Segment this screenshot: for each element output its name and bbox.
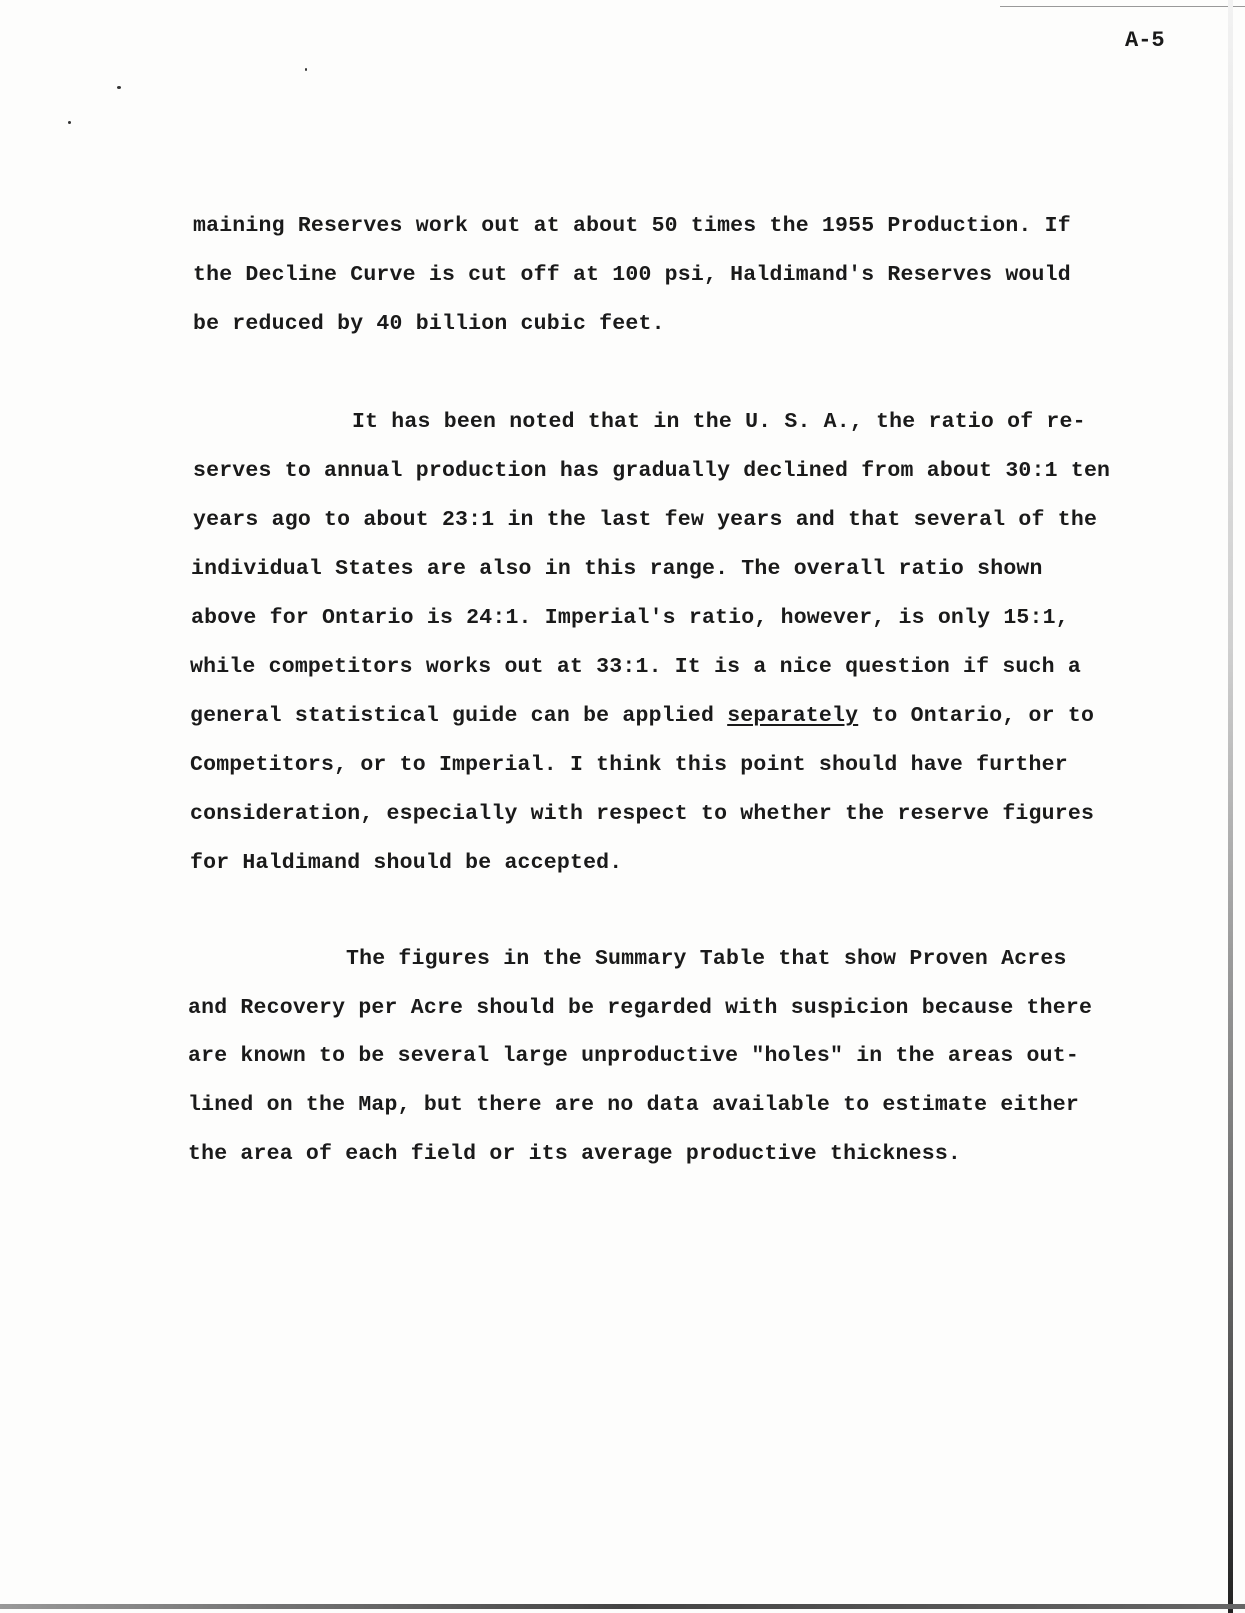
paragraph-2-line-2: serves to annual production has gradually declined from about 30:1 ten xyxy=(193,459,1111,483)
scan-edge-right xyxy=(1228,0,1233,1613)
scan-speck xyxy=(305,68,307,71)
paragraph-1-line-2: the Decline Curve is cut off at 100 psi, Haldimand's Reserves would xyxy=(193,263,1071,287)
paragraph-2-line-3: years ago to about 23:1 in the last few years and that several of the xyxy=(193,508,1098,532)
paragraph-1-line-1: maining Reserves work out at about 50 times the 1955 Production. If xyxy=(193,214,1071,238)
scan-speck xyxy=(68,121,71,124)
line-text-after: to Ontario, or to xyxy=(858,704,1095,728)
underlined-word-separately: separately xyxy=(727,704,859,728)
paragraph-2-line-8: Competitors, or to Imperial. I think this point should have further xyxy=(190,753,1068,777)
paragraph-2-line-6: while competitors works out at 33:1. It is a nice question if such a xyxy=(190,655,1081,679)
paragraph-2-line-4: individual States are also in this range. The overall ratio shown xyxy=(191,557,1043,581)
paragraph-3-line-5: the area of each field or its average productive thickness. xyxy=(188,1142,962,1166)
scan-speck xyxy=(117,86,121,89)
paragraph-2-line-1: It has been noted that in the U. S. A., the ratio of re- xyxy=(352,410,1086,434)
scan-edge-bottom xyxy=(0,1604,1245,1609)
scan-edge-top xyxy=(1000,6,1245,7)
paragraph-1-line-3: be reduced by 40 billion cubic feet. xyxy=(193,312,665,336)
page-number: A-5 xyxy=(1125,28,1165,53)
paragraph-2-line-7 xyxy=(190,703,1094,729)
line-text-before: general statistical guide can be applied xyxy=(190,704,728,728)
paragraph-3-line-1: The figures in the Summary Table that show Proven Acres xyxy=(346,947,1067,971)
paragraph-2-line-10: for Haldimand should be accepted. xyxy=(190,851,623,875)
paragraph-2-line-5: above for Ontario is 24:1. Imperial's ratio, however, is only 15:1, xyxy=(191,606,1069,630)
paragraph-3-line-3: are known to be several large unproductive "holes" in the areas out- xyxy=(188,1044,1079,1068)
paragraph-3-line-2: and Recovery per Acre should be regarded with suspicion because there xyxy=(188,996,1093,1020)
paragraph-3-line-4: lined on the Map, but there are no data available to estimate either xyxy=(188,1093,1079,1117)
paragraph-2-line-9: consideration, especially with respect to whether the reserve figures xyxy=(190,802,1095,826)
